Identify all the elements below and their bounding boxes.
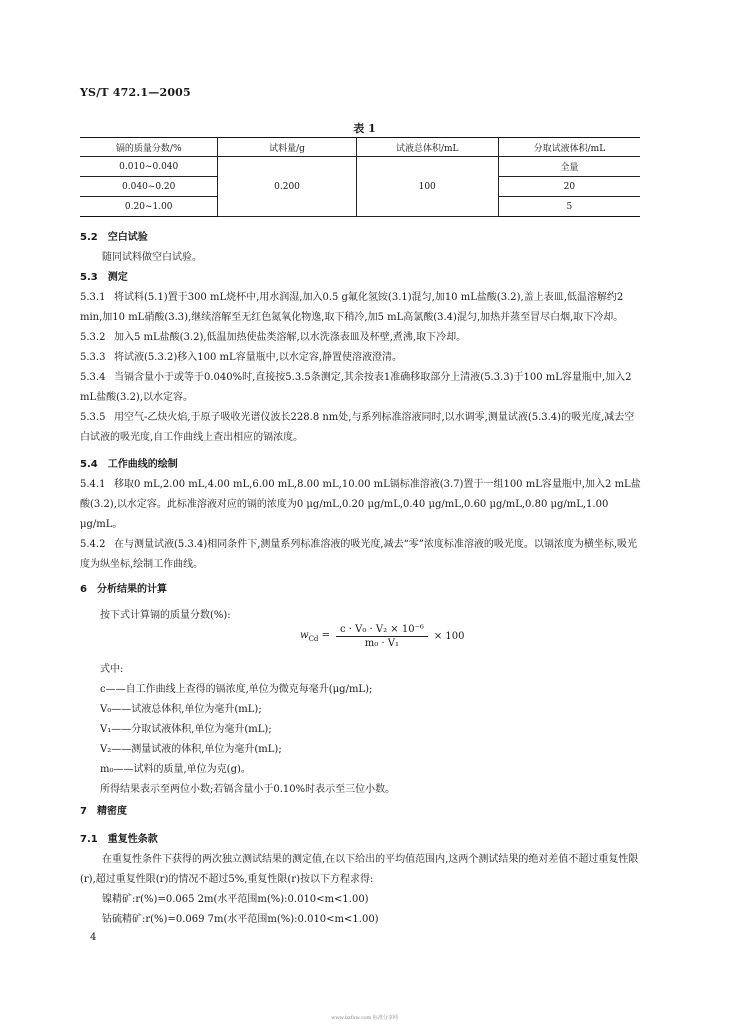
definition-line: V₂——测量试液的体积,单位为毫升(mL);: [100, 744, 282, 755]
table-cell-range: 0.010~0.040: [80, 157, 218, 177]
table-cell-aliquot: 全量: [498, 157, 640, 177]
clause-number: 5.3.2: [80, 332, 106, 343]
table-cell-range: 0.040~0.20: [80, 177, 218, 197]
formula-fraction: [336, 624, 428, 649]
table-header: 镉的质量分数/%: [80, 138, 218, 157]
clause-number: 5.3.3: [80, 352, 106, 363]
paragraph: 按下式计算镉的质量分数(%):: [100, 610, 231, 621]
where-label: 式中:: [100, 664, 124, 675]
clause-text: 用空气-乙炔火焰,于原子吸收光谱仪波长228.8 nm处,与系列标准溶液同时,以水调零,测量试液(5.3.4)的吸光度,减去空白试液的吸光度,自工作曲线上查出相应的镉浓度。: [80, 412, 635, 443]
definition-line: V₁——分取试液体积,单位为毫升(mL);: [100, 724, 272, 735]
formula-lhs: $w_{Cd}$ =: [300, 630, 330, 643]
mass-fraction-formula: [300, 624, 465, 649]
clause-number: 5.4.1: [80, 479, 106, 490]
equation-nickel-concentrate: 镍精矿:r(%)=0.065 2m(水平范围m(%):0.010<m<1.00): [102, 894, 369, 905]
clause-5-3-2: [80, 328, 642, 348]
clause-text: 将试液(5.3.2)移入100 mL容量瓶中,以水定容,静置使溶液澄清。: [114, 352, 402, 363]
clause-text: 当镉含量小于或等于0.040%时,直接按5.3.5条测定,其余按表1准确移取部分上清液(5.3.3)于100 mL容量瓶中,加入2 mL盐酸(3.2),以水定容。: [80, 372, 632, 403]
section-7: [80, 802, 642, 822]
table-header: 试料量/g: [218, 138, 356, 157]
table-cell-mass: 0.200: [218, 157, 356, 217]
table-cell-aliquot: 5: [498, 197, 640, 217]
clause-number: 5.3.4: [80, 372, 106, 383]
footer-watermark: www.bzfxw.com 标准分享网: [331, 1015, 398, 1021]
table-1: [80, 137, 640, 217]
table-cell-range: 0.20~1.00: [80, 197, 218, 217]
definition-line: c——自工作曲线上查得的镉浓度,单位为微克每毫升(μg/mL);: [100, 684, 373, 695]
section-heading: 7 精密度: [80, 806, 127, 817]
paragraph: 随同试料做空白试验。: [102, 252, 202, 263]
section-5-4: [80, 455, 642, 575]
definition-line: V₀——试液总体积,单位为毫升(mL);: [100, 704, 262, 715]
clause-text: 加入5 mL盐酸(3.2),低温加热使盐类溶解,以水洗涤表皿及杯壁,煮沸,取下冷却。: [114, 332, 467, 343]
table-caption: 表 1: [353, 122, 376, 135]
clause-5-3-5: [80, 408, 642, 448]
section-heading: 7.1 重复性条款: [80, 834, 158, 845]
table-header: 分取试液体积/mL: [498, 138, 640, 157]
formula-tail: × 100: [433, 631, 465, 642]
section-heading: 5.4 工作曲线的绘制: [80, 459, 178, 470]
clause-number: 5.4.2: [80, 539, 106, 550]
page-number: 4: [90, 932, 97, 943]
clause-text: 移取0 mL,2.00 mL,4.00 mL,6.00 mL,8.00 mL,10.00 mL镉标准溶液(3.7)置于一组100 mL容量瓶中,加入2 mL盐酸(3.2),以水定容。此标准溶液对应的镉的浓度为0 μg/mL,0.20 μg/mL,0.40 μg/mL,0.60 μg/mL,0.80 μg/mL,1.00 μg/mL。: [80, 479, 641, 530]
paragraph: 在重复性条件下获得的两次独立测试结果的测定值,在以下给出的平均值范围内,这两个测试结果的绝对差值不超过重复性限(r),超过重复性限(r)的情况不超过5%,重复性限(r)按以下方程求得:: [80, 854, 639, 885]
table-header-row: [80, 138, 640, 157]
section-heading: 6 分析结果的计算: [80, 584, 167, 595]
formula-definitions: [100, 660, 640, 800]
section-heading: 5.2 空白试验: [80, 232, 148, 243]
result-note: 所得结果表示至两位小数;若镉含量小于0.10%时表示至三位小数。: [100, 784, 396, 795]
table-cell-total-volume: 100: [356, 157, 498, 217]
section-7-1: [80, 830, 642, 930]
formula-denominator: m₀ · V₁: [364, 638, 400, 649]
clause-number: 5.3.5: [80, 412, 106, 423]
clause-5-3-4: [80, 368, 642, 408]
clause-text: 在与测量试液(5.3.4)相同条件下,测量系列标准溶液的吸光度,减去“零”浓度标准溶液的吸光度。以镉浓度为横坐标,吸光度为纵坐标,绘制工作曲线。: [80, 539, 638, 570]
standard-code: YS/T 472.1—2005: [80, 86, 191, 99]
clause-5-3-1: [80, 288, 642, 328]
clause-5-4-1: [80, 475, 642, 535]
clause-number: 5.3.1: [80, 292, 106, 303]
equation-cobalt-sulfur-concentrate: 钴硫精矿:r(%)=0.069 7m(水平范围m(%):0.010<m<1.00): [102, 914, 379, 925]
section-6-intro: [100, 606, 640, 626]
clause-5-4-2: [80, 535, 642, 575]
table-cell-aliquot: 20: [498, 177, 640, 197]
clause-5-3-3: [80, 348, 642, 368]
definition-line: m₀——试料的质量,单位为克(g)。: [100, 764, 251, 775]
formula-numerator: c · V₀ · V₂ × 10⁻⁶: [336, 624, 428, 637]
section-6-heading-block: [80, 580, 642, 600]
clause-text: 将试料(5.1)置于300 mL烧杯中,用水润湿,加入0.5 g氟化氢铵(3.1)混匀,加10 mL盐酸(3.2),盖上表皿,低温溶解约2 min,加10 mL硝酸(3.3),继续溶解至无红色氮氧化物逸,取下稍冷,加5 mL高氯酸(3.4)混匀,加热并蒸至冒尽白烟,取下冷却。: [80, 292, 624, 323]
section-heading: 5.3 测定: [80, 272, 128, 283]
table-row: [80, 157, 640, 177]
table-header: 试液总体积/mL: [356, 138, 498, 157]
section-5-2-5-3: [80, 228, 642, 448]
